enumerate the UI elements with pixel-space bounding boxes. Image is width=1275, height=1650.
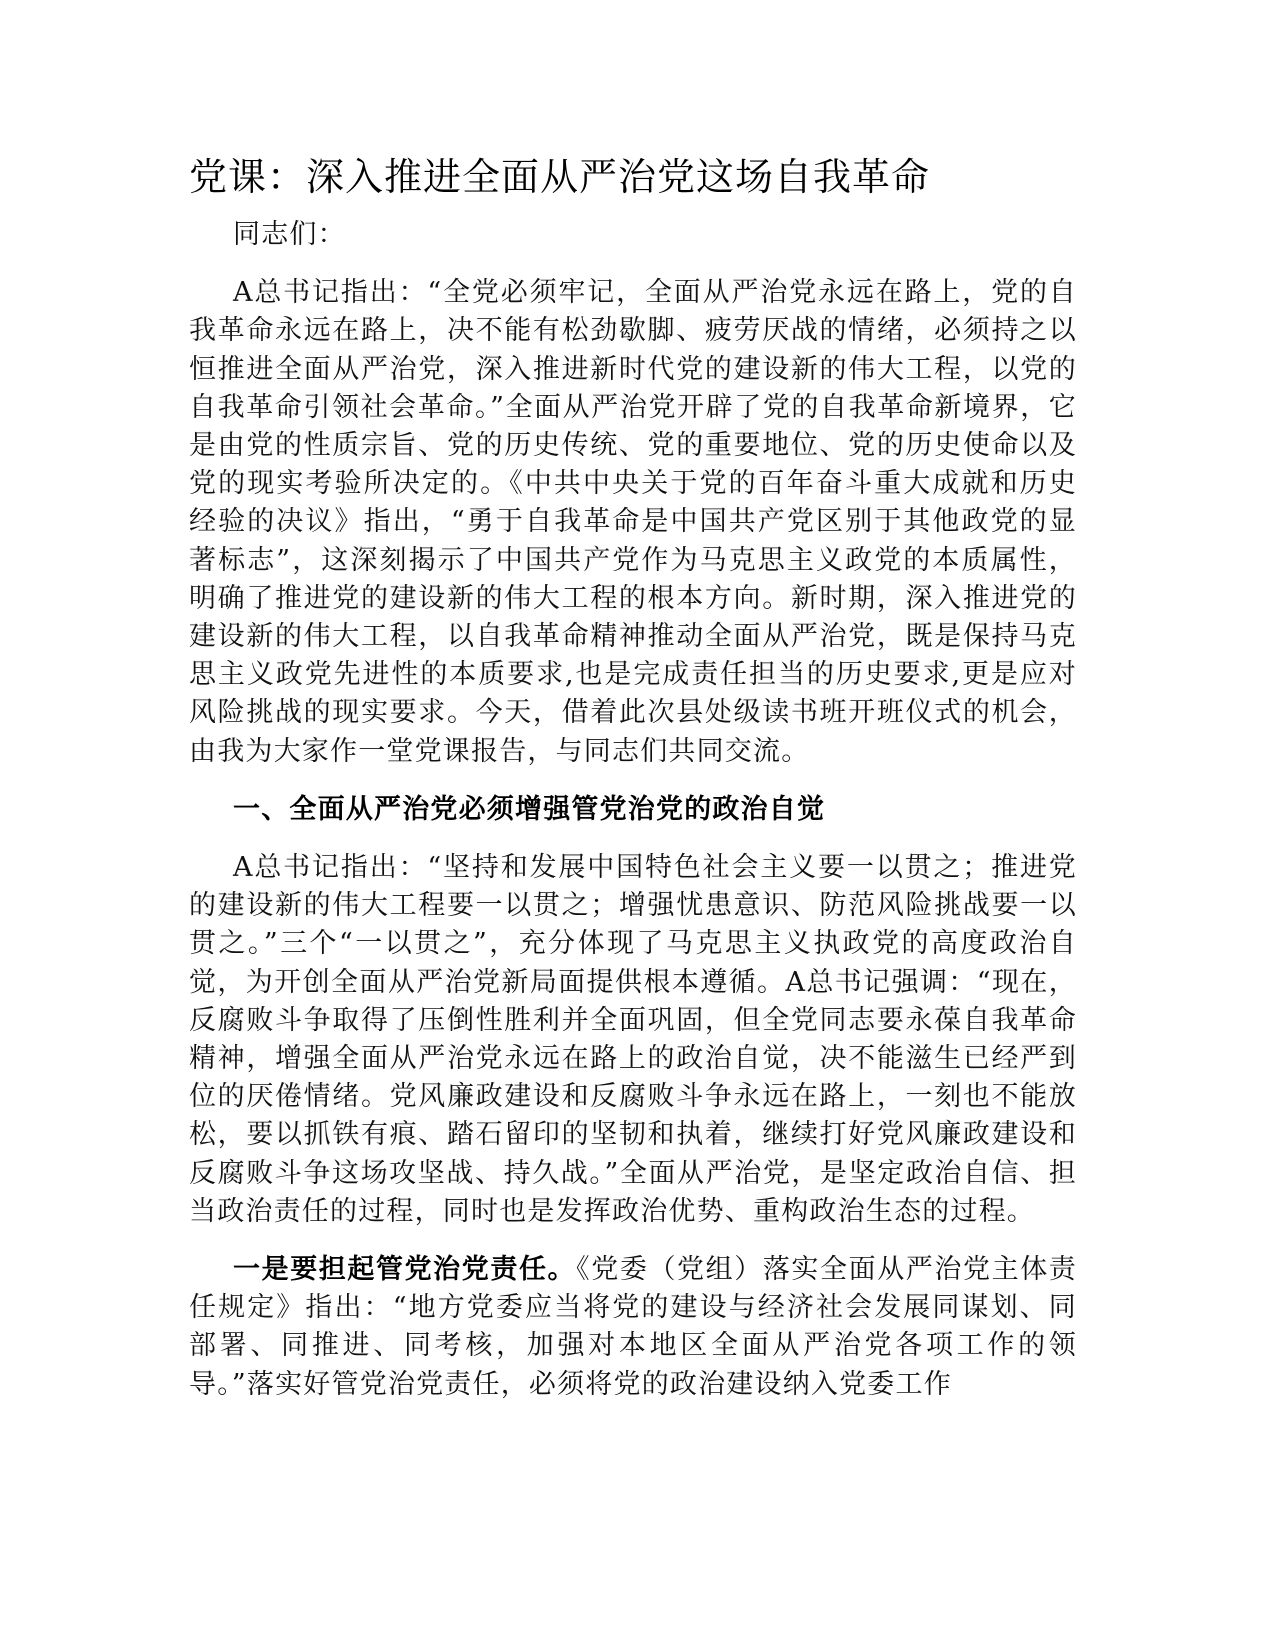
paragraph-section-1: A总书记指出：“坚持和发展中国特色社会主义要一以贯之；推进党的建设新的伟大工程要一以贯之；增强忧患意识、防范风险挑战要一以贯之。”三个“一以贯之”，充分体现了马克思主义执政党的高度政治自觉，为开创全面从严治党新局面提供根本遵循。A总书记强调：“现在，反腐败斗争取得了压倒性胜利并全面巩固，但全党同志要永葆自我革命精神，增强全面从严治党永远在路上的政治自觉，决不能滋生已经严到位的厌倦情绪。党风廉政建设和反腐败斗争永远在路上，一刻也不能放松，要以抓铁有痕、踏石留印的坚韧和执着，继续打好党风廉政建设和反腐败斗争这场攻坚战、持久战。”全面从严治党，是坚定政治自信、担当政治责任的过程，同时也是发挥政治优势、重构政治生态的过程。 <box>189 852 1077 1227</box>
document-title: 党课：深入推进全面从严治党这场自我革命 <box>189 155 931 199</box>
paragraph-responsibility <box>189 1251 1077 1404</box>
paragraph-lead-text: 一是要担起管党治党责任。 <box>233 1254 577 1286</box>
document-body <box>189 150 1077 1404</box>
greeting: 同志们： <box>233 219 346 250</box>
section-heading-1: 一、全面从严治党必须增强管党治党的政治自觉 <box>233 793 826 825</box>
paragraph-body-text: 《党委（党组）落实全面从严治党主体责任规定》指出：“地方党委应当将党的建设与经济社会发展同谋划、同部署、同推进、同考核，加强对本地区全面从严治党各项工作的领导。”落实好管党治党责任，必须将党的政治建设纳入党委工作 <box>189 1254 1077 1400</box>
paragraph-intro: A总书记指出：“全党必须牢记，全面从严治党永远在路上，党的自我革命永远在路上，决不能有松劲歇脚、疲劳厌战的情绪，必须持之以恒推进全面从严治党，深入推进新时代党的建设新的伟大工程，以党的自我革命引领社会革命。”全面从严治党开辟了党的自我革命新境界，它是由党的性质宗旨、党的历史传统、党的重要地位、党的历史使命以及党的现实考验所决定的。《中共中央关于党的百年奋斗重大成就和历史经验的决议》指出，“勇于自我革命是中国共产党区别于其他政党的显著标志”，这深刻揭示了中国共产党作为马克思主义政党的本质属性，明确了推进党的建设新的伟大工程的根本方向。新时期，深入推进党的建设新的伟大工程，以自我革命精神推动全面从严治党，既是保持马克思主义政党先进性的本质要求,也是完成责任担当的历史要求,更是应对风险挑战的现实要求。今天，借着此次县处级读书班开班仪式的机会，由我为大家作一堂党课报告，与同志们共同交流。 <box>189 277 1077 767</box>
